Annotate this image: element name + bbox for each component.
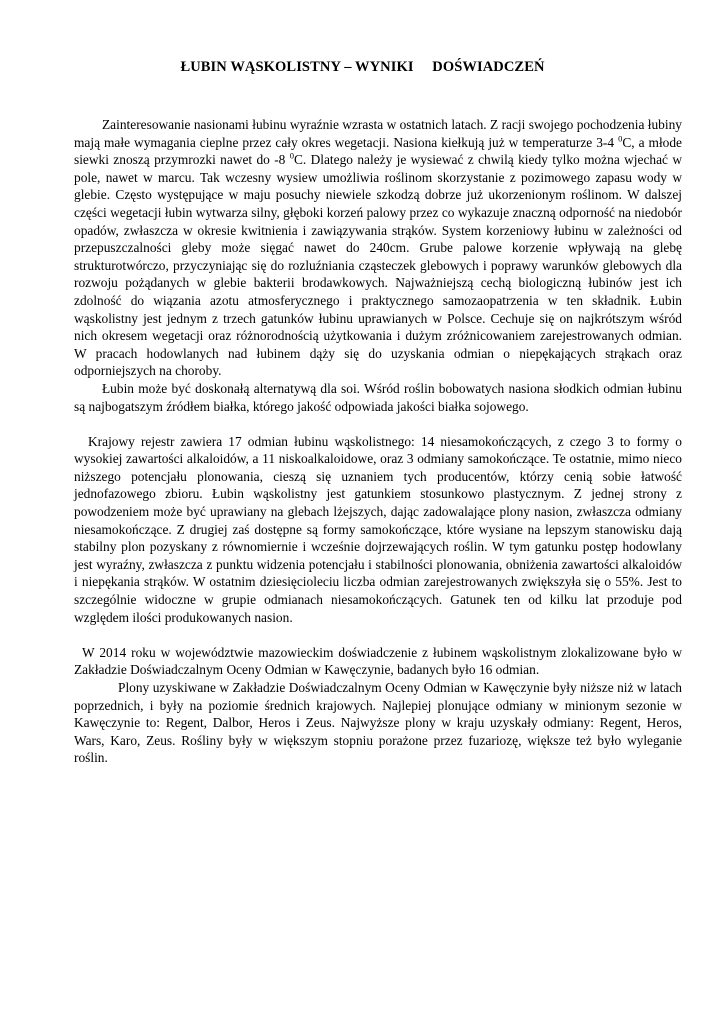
paragraph-experiment-2014: W 2014 roku w województwie mazowieckim doświadczenie z łubinem wąskolistnym zlokalizowane było w Zakładzie Doświadczalnym Oceny Odmian w Kawęczynie, badanych było 16 odmian. <box>74 644 682 678</box>
paragraph-yield-results: Plony uzyskiwane w Zakładzie Doświadczalnym Oceny Odmian w Kawęczynie były niższe niż w latach poprzednich, i były na poziomie średnich krajowych. Najlepiej plonujące odmiany w minionym sezonie w Kawęczynie to: Regent, Dalbor, Heros i Zeus. Najwyższe plony w kraju uzyskały odmiany: Regent, Heros, Wars, Karo, Zeus. Rośliny były w większym stopniu porażone przez fuzariozę, większe też było wyleganie roślin. <box>74 680 682 766</box>
paragraph-soy-alternative: Łubin może być doskonałą alternatywą dla soi. Wśród roślin bobowatych nasiona słodkich odmian łubinu są najbogatszym źródłem białka, którego jakość odpowiada jakości białka sojowego. <box>74 380 682 414</box>
degree-superscript: 0 <box>618 133 623 144</box>
paragraph-register: Krajowy rejestr zawiera 17 odmian łubinu wąskolistnego: 14 niesamokończących, z czego 3 to formy o wysokiej zawartości alkaloidów, a 11 niskoalkaloidowe, oraz 3 odmiany samokończące. Te ostatnie, mimo nieco niższego potencjału plonowania, cieszą się uznaniem tych producentów, którzy cenią sobie łatwość jednofazowego zbioru. Łubin wąskolistny jest gatunkiem stosunkowo plastycznym. Z jednej strony z powodzeniem może być uprawiany na glebach lżejszych, dając zadowalające plony nasion, zwłaszcza odmiany niesamokończące. Z drugiej zaś dostępne są formy samokończące, które wysiane na lepszym stanowisku dają stabilny plon pozyskany z równomiernie i wcześnie dojrzewających roślin. W tym gatunku postęp hodowlany jest wyraźny, zwłaszcza z punktu widzenia potencjału i stabilności plonowania, obniżenia zawartości alkaloidów i niepękania strąków. W ostatnim dziesięcioleciu liczba odmian zarejestrowanych zwiększyła się o 55%. Jest to szczególnie widoczne w grupie odmianach niesamokończących. Gatunek ten od kilku lat przoduje pod względem ilości produkowanych nasion. <box>74 433 682 625</box>
paragraph-intro-text-a: Zainteresowanie nasionami łubinu wyraźnie wzrasta w ostatnich latach. Z racji swojego pochodzenia łubiny mają małe wymagania cieplne przez cały okres wegetacji. Nasiona kiełkują już w temperaturze 3-4 <box>74 117 682 150</box>
degree-superscript: 0 <box>289 150 294 161</box>
paragraph-intro <box>74 116 682 380</box>
document-body <box>74 116 682 767</box>
document-title: ŁUBIN WĄSKOLISTNY – WYNIKI DOŚWIADCZEŃ <box>180 59 545 75</box>
paragraph-intro-text-c: C. Dlatego należy je wysiewać z chwilą kiedy tylko można wjechać w pole, nawet w marcu. Tak wczesny wysiew umożliwia roślinom skorzystanie z pozimowego zapasu wody w glebie. Często występujące w maju posuchy niewiele szkodzą dobrze już ukorzenionym roślinom. W dalszej części wegetacji łubin wytwarza silny, głęboki korzeń palowy przez co wykazuje znaczną odporność na niedobór opadów, zwłaszcza w okresie kwitnienia i zawiązywania strąków. System korzeniowy łubinu w zależności od przepuszczalności gleby może sięgać nawet do 240cm. Grube palowe korzenie wpływają na glebę strukturotwórczo, przyczyniając się do rozluźniania cząsteczek glebowych i poprawy warunków glebowych dla rozwoju pożądanych w glebie bakterii brodawkowych. Najważniejszą cechą biologiczną łubinów jest ich zdolność do wiązania azotu atmosferycznego i praktycznego samozaopatrzenia w ten składnik. Łubin wąskolistny jest jednym z trzech gatunków łubinu uprawianych w Polsce. Cechuje się on najkrótszym wśród nich okresem wegetacji oraz różnorodnością użytkowania i dużym zróżnicowaniem zarejestrowanych odmian. W pracach hodowlanych nad łubinem dąży się do uzyskania odmian o niepękających strąkach oraz odporniejszych na choroby. <box>74 152 682 379</box>
paragraph-intro-text-b: C, a młode siewki znoszą przymrozki nawet do -8 <box>74 134 682 168</box>
